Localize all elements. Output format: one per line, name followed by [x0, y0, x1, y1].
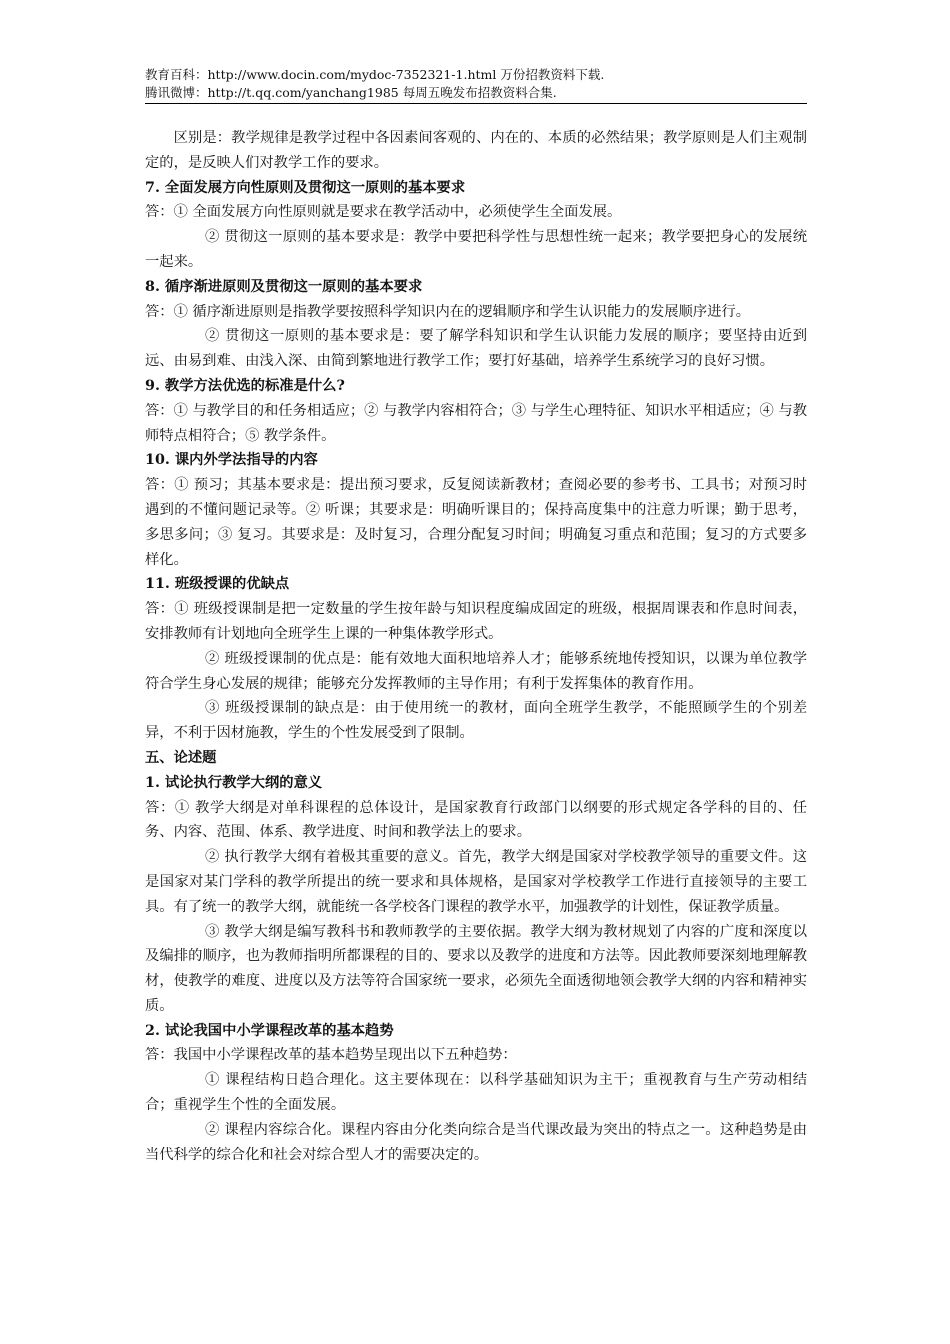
header-divider	[145, 103, 807, 104]
page-header	[145, 66, 807, 102]
section-heading: 7. 全面发展方向性原则及贯彻这一原则的基本要求	[145, 179, 466, 196]
paragraph: ② 课程内容综合化。课程内容由分化类向综合是当代课改最为突出的特点之一。这种趋势是由当代科学的综合化和社会对综合型人才的需要决定的。	[145, 1121, 807, 1163]
answer-paragraph: 答：我国中小学课程改革的基本趋势呈现出以下五种趋势：	[145, 1047, 517, 1064]
paragraph: ② 贯彻这一原则的基本要求是：要了解学科知识和学生认识能力发展的顺序；要坚持由近到远、由易到难、由浅入深、由简到繁地进行教学工作；要打好基础，培养学生系统学习的良好习惯。	[145, 328, 807, 370]
answer-paragraph: 答：① 预习；其基本要求是：提出预习要求，反复阅读新教材；查阅必要的参考书、工具书；对预习时遇到的不懂问题记录等。② 听课；其要求是：明确听课目的；保持高度集中的注意力听课；勤于思考，多思多问；③ 复习。其要求是：及时复习，合理分配复习时间；明确复习重点和范围；复习的方式要多样化。	[145, 477, 807, 568]
section-heading: 11. 班级授课的优缺点	[145, 576, 290, 593]
section-heading: 9. 教学方法优选的标准是什么?	[145, 377, 345, 394]
header-line-docin: 教育百科：http://www.docin.com/mydoc-7352321-1.html 万份招教资料下载.	[145, 67, 605, 82]
answer-paragraph: 答：① 班级授课制是把一定数量的学生按年龄与知识程度编成固定的班级，根据周课表和作息时间表，安排教师有计划地向全班学生上课的一种集体教学形式。	[145, 601, 807, 642]
document-body	[145, 126, 807, 1167]
answer-paragraph: 答：① 全面发展方向性原则就是要求在教学活动中，必须使学生全面发展。	[145, 204, 622, 221]
header-line-weibo: 腾讯微博：http://t.qq.com/yanchang1985 每周五晚发布招教资料合集.	[145, 85, 557, 100]
paragraph: ① 课程结构日趋合理化。这主要体现在：以科学基础知识为主干；重视教育与生产劳动相结合；重视学生个性的全面发展。	[145, 1072, 807, 1114]
paragraph: ③ 班级授课制的缺点是：由于使用统一的教材，面向全班学生教学，不能照顾学生的个别差异，不利于因材施教，学生的个性发展受到了限制。	[145, 700, 807, 742]
section-heading: 10. 课内外学法指导的内容	[145, 452, 318, 469]
section-heading: 8. 循序渐进原则及贯彻这一原则的基本要求	[145, 278, 423, 295]
paragraph: ② 执行教学大纲有着极其重要的意义。首先，教学大纲是国家对学校教学领导的重要文件。这是国家对某门学科的教学所提出的统一要求和具体规格，是国家对学校教学工作进行直接领导的主要工具。有了统一的教学大纲，就能统一各学校各门课程的教学水平，加强教学的计划性，保证教学质量。	[145, 849, 807, 915]
paragraph: 区别是：教学规律是教学过程中各因素间客观的、内在的、本质的必然结果；教学原则是人们主观制定的，是反映人们对教学工作的要求。	[145, 130, 807, 171]
part-heading: 五、论述题	[145, 749, 217, 766]
section-heading: 2. 试论我国中小学课程改革的基本趋势	[145, 1022, 394, 1039]
answer-paragraph: 答：① 与教学目的和任务相适应；② 与教学内容相符合；③ 与学生心理特征、知识水平相适应；④ 与教师特点相符合；⑤ 教学条件。	[145, 402, 807, 444]
paragraph: ③ 教学大纲是编写教科书和教师教学的主要依据。教学大纲为教材规划了内容的广度和深度以及编排的顺序，也为教师指明所都课程的目的、要求以及教学的进度和方法等。因此教师要深刻地理解教材，使教学的难度、进度以及方法等符合国家统一要求，必须先全面透彻地领会教学大纲的内容和精神实质。	[145, 923, 807, 1014]
paragraph: ② 贯彻这一原则的基本要求是：教学中要把科学性与思想性统一起来；教学要把身心的发展统一起来。	[145, 229, 807, 270]
section-heading: 1. 试论执行教学大纲的意义	[145, 774, 323, 791]
answer-paragraph: 答：① 循序渐进原则是指教学要按照科学知识内在的逻辑顺序和学生认识能力的发展顺序进行。	[145, 303, 751, 320]
answer-paragraph: 答：① 教学大纲是对单科课程的总体设计，是国家教育行政部门以纲要的形式规定各学科的目的、任务、内容、范围、体系、教学进度、时间和教学法上的要求。	[145, 799, 807, 841]
paragraph: ② 班级授课制的优点是：能有效地大面积地培养人才；能够系统地传授知识，以课为单位教学符合学生身心发展的规律；能够充分发挥教师的主导作用；有利于发挥集体的教育作用。	[145, 650, 807, 692]
